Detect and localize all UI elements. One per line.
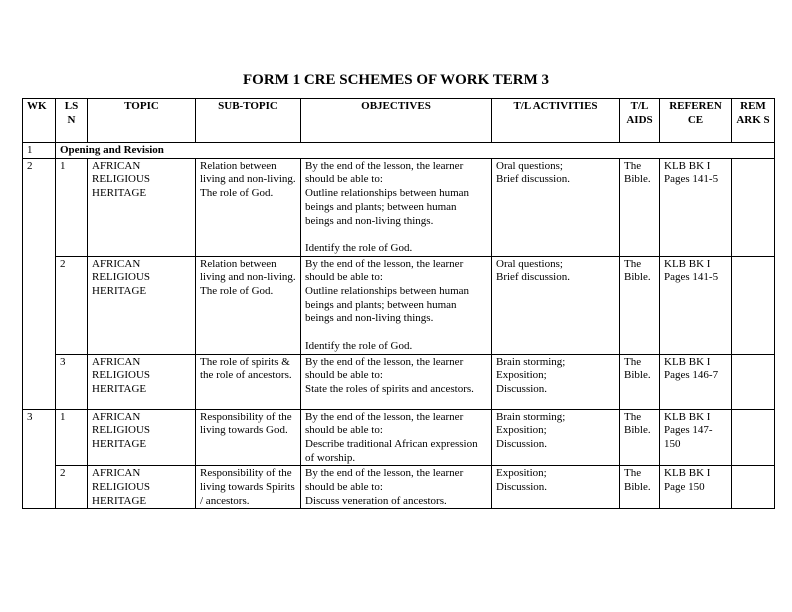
header-remarks: REM ARK S (732, 99, 775, 143)
lesson-row (23, 466, 775, 509)
topic-cell: AFRICAN RELIGIOUS HERITAGE (88, 256, 196, 354)
remarks-cell (732, 466, 775, 509)
activities-cell: Oral questions; Brief discussion. (492, 256, 620, 354)
aids-cell: The Bible. (620, 256, 660, 354)
lesson-row (23, 354, 775, 409)
opening-text: Opening and Revision (56, 143, 775, 159)
topic-cell: AFRICAN RELIGIOUS HERITAGE (88, 409, 196, 466)
reference-cell: KLB BK I Pages 146-7 (660, 354, 732, 409)
remarks-cell (732, 354, 775, 409)
aids-cell: The Bible. (620, 409, 660, 466)
lsn-cell: 2 (56, 256, 88, 354)
header-topic: TOPIC (88, 99, 196, 143)
header-reference: REFEREN CE (660, 99, 732, 143)
header-wk: WK (23, 99, 56, 143)
lsn-cell: 3 (56, 354, 88, 409)
remarks-cell (732, 158, 775, 256)
lsn-cell: 1 (56, 158, 88, 256)
week-cell: 3 (23, 409, 56, 509)
subtopic-cell: Responsibility of the living towards God. (196, 409, 301, 466)
activities-cell: Exposition; Discussion. (492, 466, 620, 509)
objectives-cell: By the end of the lesson, the learner should be able to: Outline relationships between human beings and plants; between human beings and non-living things. Identify the role of God. (301, 256, 492, 354)
subtopic-cell: Relation between living and non-living. The role of God. (196, 256, 301, 354)
lsn-cell: 2 (56, 466, 88, 509)
topic-cell: AFRICAN RELIGIOUS HERITAGE (88, 354, 196, 409)
header-lsn: LS N (56, 99, 88, 143)
activities-cell: Brain storming; Exposition; Discussion. (492, 409, 620, 466)
objectives-cell: By the end of the lesson, the learner should be able to: Discuss veneration of ancestors. (301, 466, 492, 509)
aids-cell: The Bible. (620, 158, 660, 256)
aids-cell: The Bible. (620, 466, 660, 509)
week-cell: 2 (23, 158, 56, 409)
topic-cell: AFRICAN RELIGIOUS HERITAGE (88, 158, 196, 256)
header-objectives: OBJECTIVES (301, 99, 492, 143)
subtopic-cell: Responsibility of the living towards Spirits / ancestors. (196, 466, 301, 509)
reference-cell: KLB BK I Page 150 (660, 466, 732, 509)
objectives-cell: By the end of the lesson, the learner should be able to: Describe traditional African expression of worship. (301, 409, 492, 466)
objectives-cell: By the end of the lesson, the learner should be able to: Outline relationships between human beings and plants; between human beings and non-living things. Identify the role of God. (301, 158, 492, 256)
lesson-row (23, 256, 775, 354)
reference-cell: KLB BK I Pages 141-5 (660, 158, 732, 256)
remarks-cell (732, 256, 775, 354)
page-title: FORM 1 CRE SCHEMES OF WORK TERM 3 (243, 72, 549, 88)
objectives-cell: By the end of the lesson, the learner should be able to: State the roles of spirits and ancestors. (301, 354, 492, 409)
subtopic-cell: The role of spirits & the role of ancestors. (196, 354, 301, 409)
subtopic-cell: Relation between living and non-living. The role of God. (196, 158, 301, 256)
header-subtopic: SUB-TOPIC (196, 99, 301, 143)
lsn-cell: 1 (56, 409, 88, 466)
aids-cell: The Bible. (620, 354, 660, 409)
lesson-row (23, 409, 775, 466)
week-cell: 1 (23, 143, 56, 159)
activities-cell: Brain storming; Exposition; Discussion. (492, 354, 620, 409)
activities-cell: Oral questions; Brief discussion. (492, 158, 620, 256)
lesson-row (23, 158, 775, 256)
schemes-table (22, 98, 775, 509)
header-activities: T/L ACTIVITIES (492, 99, 620, 143)
remarks-cell (732, 409, 775, 466)
reference-cell: KLB BK I Pages 141-5 (660, 256, 732, 354)
header-aids: T/L AIDS (620, 99, 660, 143)
header-row (23, 99, 775, 143)
topic-cell: AFRICAN RELIGIOUS HERITAGE (88, 466, 196, 509)
reference-cell: KLB BK I Pages 147-150 (660, 409, 732, 466)
opening-row (23, 143, 775, 159)
